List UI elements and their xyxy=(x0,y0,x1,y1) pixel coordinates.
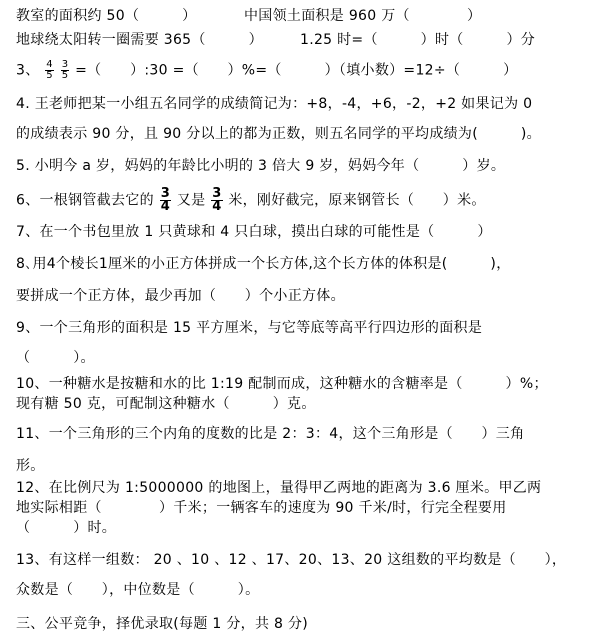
q3-fraction-2-numerator: 3 xyxy=(61,59,69,70)
question-8-line-2: 要拼成一个正方体，最少再加（ ）个小正方体。 xyxy=(16,288,345,304)
q6-fraction-2 xyxy=(211,188,222,213)
question-8-line-1: 8､用4个棱长1厘米的小正方体拼成一个长方体,这个长方体的体积是( )， xyxy=(16,256,511,272)
q-classroom-area: 教室的面积约 50（ ） xyxy=(16,8,197,24)
row-time-units xyxy=(16,30,602,50)
q6-part-c: 米，刚好截完，原来钢管长（ ）米。 xyxy=(228,192,486,209)
question-9-line-1: 9、一个三角形的面积是 15 平方厘米，与它等底等高平行四边形的面积是 xyxy=(16,320,483,336)
question-11-line-2: 形。 xyxy=(16,458,45,474)
question-3 xyxy=(16,60,602,81)
q-earth-orbit: 地球绕太阳转一圈需要 365（ ） xyxy=(16,32,263,48)
question-4-line-1: 4. 王老师把某一小组五名同学的成绩简记为：+8，-4，+6，-2，+2 如果记为 0 xyxy=(16,96,533,112)
question-12-line-2: 地实际相距（ ）千米；一辆客车的速度为 90 千米/时，行完全程要用 xyxy=(16,500,507,516)
q6-part-a: 6、一根钢管截去它的 xyxy=(16,192,154,209)
question-13-line-1: 13、有这样一组数： 20 、10 、12 、17、20、13、20 这组数的平均数是（ ）， xyxy=(16,552,567,568)
q3-fraction-2-denominator: 5 xyxy=(61,70,69,81)
question-12-line-1: 12、在比例尺为 1:5000000 的地图上，量得甲乙两地的距离为 3.6 厘米。甲乙两 xyxy=(16,480,542,496)
q-china-area: 中国领土面积是 960 万（ ） xyxy=(244,8,482,24)
q6-fraction-2-denominator: 4 xyxy=(212,199,222,214)
q6-fraction-1-numerator: 3 xyxy=(160,186,171,201)
question-11-line-1: 11、一个三角形的三个内角的度数的比是 2：3：4，这个三角形是（ ）三角 xyxy=(16,426,525,442)
q3-fraction-1-numerator: 4 xyxy=(46,59,53,70)
question-10-line-1: 10、一种糖水是按糖和水的比 1:19 配制而成，这种糖水的含糖率是（ ）%； xyxy=(16,376,548,392)
q3-fraction-1-denominator: 5 xyxy=(46,70,53,81)
q6-part-b: 又是 xyxy=(176,192,206,209)
row-area-units xyxy=(16,6,602,26)
q6-fraction-1-denominator: 4 xyxy=(160,199,171,214)
question-5: 5. 小明今 a 岁，妈妈的年龄比小明的 3 倍大 9 岁，妈妈今年（ ）岁。 xyxy=(16,158,506,174)
section-3-heading: 三、公平竞争，择优录取(每题 1 分，共 8 分) xyxy=(16,616,309,632)
question-7: 7、在一个书包里放 1 只黄球和 4 只白球，摸出白球的可能性是（ ） xyxy=(16,224,492,240)
q6-fraction-1 xyxy=(160,188,171,213)
question-12-line-3: （ ）时。 xyxy=(16,520,117,536)
question-4-line-2: 的成绩表示 90 分，且 90 分以上的都为正数，则五名同学的平均成绩为( )。 xyxy=(16,126,541,142)
question-6 xyxy=(16,188,602,213)
question-13-line-2: 众数是（ ），中位数是（ ）。 xyxy=(16,582,260,598)
question-10-line-2: 现有糖 50 克，可配制这种糖水（ ）克。 xyxy=(16,396,316,412)
q6-fraction-2-numerator: 3 xyxy=(212,186,222,201)
q3-fraction-1 xyxy=(45,60,54,81)
question-9-line-2: （ ）。 xyxy=(16,350,95,366)
q3-fraction-2 xyxy=(61,60,70,81)
q3-number: 3、 xyxy=(16,62,40,79)
q-hours-convert: 1.25 时=（ ）时（ ）分 xyxy=(300,32,536,48)
q3-rest: =（ ）:30 =（ ）%=（ ）（填小数）=12÷（ ） xyxy=(75,62,518,79)
